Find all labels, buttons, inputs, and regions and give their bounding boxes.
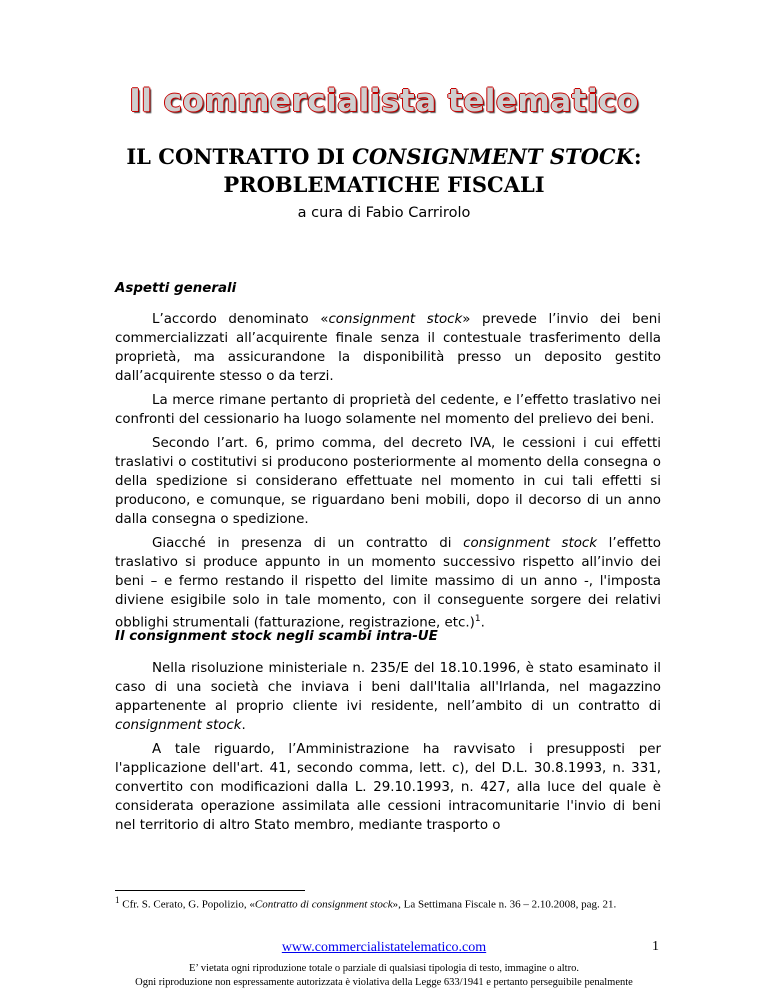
footnote-divider [115,890,305,891]
section-heading-aspetti-generali: Aspetti generali [115,281,237,296]
footnote: $^1$ Cfr. S. Cerato, G. Popolizio, «Contratto di consignment stock», La Settimana Fiscale n. 36 – 2.10.2008, pag. 21. [115,895,617,911]
paragraph: La merce rimane pertanto di proprietà del cedente, e l’effetto traslativo nei confronti del cessionario ha luogo solamente nel momento del prelievo dei beni. [115,393,661,427]
author-line: a cura di Fabio Carrirolo [297,205,471,221]
legal-notice-1: E’ vietata ogni riproduzione totale o parziale di qualsiasi tipologia di testo, immagine o altro. [189,963,579,974]
paragraph: A tale riguardo, l’Amministrazione ha ravvisato i presupposti per l'applicazione dell'art. 41, secondo comma, lett. c), del D.L. 30.8.1993, n. 331, convertito con modificazioni dalla L. 29.10.1993, n. 427, alla luce del quale è considerata operazione assimilata alle cessioni intracomunitarie l'invio di beni nel territorio di altro Stato membro, mediante trasporto o [115,742,661,833]
section-intra-ue [115,659,661,835]
website-link[interactable]: www.commercialistatelematico.com [281,940,487,955]
document-title [0,143,768,199]
section-aspetti-generali [115,310,661,632]
paragraph: Nella risoluzione ministeriale n. 235/E del 18.10.1996, è stato esaminato il caso di una società che inviava i beni dall'Italia all'Irlanda, nel magazzino appartenente al proprio cliente ivi residente, nell’ambito di un contratto di consignment stock. [115,661,661,733]
paragraph: Giacché in presenza di un contratto di consignment stock l’effetto traslativo si produce appunto in un momento successivo rispetto all’invio dei beni – e fermo restando il rispetto del limite massimo di un anno -, l'imposta diviene esigibile solo in tale momento, con il conseguente sorgere dei relativi obblighi strumentali (fatturazione, registrazione, etc.)$^1$. [115,536,661,631]
title-line-2: PROBLEMATICHE FISCALI [223,172,545,197]
paragraph: Secondo l’art. 6, primo comma, del decreto IVA, le cessioni i cui effetti traslativi o costitutivi si producono posteriormente al momento della consegna o della spedizione si considerano effettuate nel momento in cui tali effetti si producono, e comunque, se riguardano beni mobili, dopo il decorso di un anno dalla consegna o spedizione. [115,436,661,527]
section-heading-intra-ue: Il consignment stock negli scambi intra-UE [115,629,438,644]
page-number: 1 [652,939,659,954]
masthead-logo: Il commercialista telematico [0,83,768,119]
title-line-1: IL CONTRATTO DI CONSIGNMENT STOCK: [126,144,642,169]
footnote-ref: 1 [474,614,481,624]
paragraph: L’accordo denominato «consignment stock» prevede l’invio dei beni commercializzati all’acquirente finale senza il contestuale trasferimento della proprietà, ma assicurandone la disponibilità presso un deposito gestito dall’acquirente stesso o da terzi. [115,312,661,384]
legal-notice-2: Ogni riproduzione non espressamente autorizzata è violativa della Legge 633/1941 e pertanto perseguibile penalmente [135,977,633,988]
